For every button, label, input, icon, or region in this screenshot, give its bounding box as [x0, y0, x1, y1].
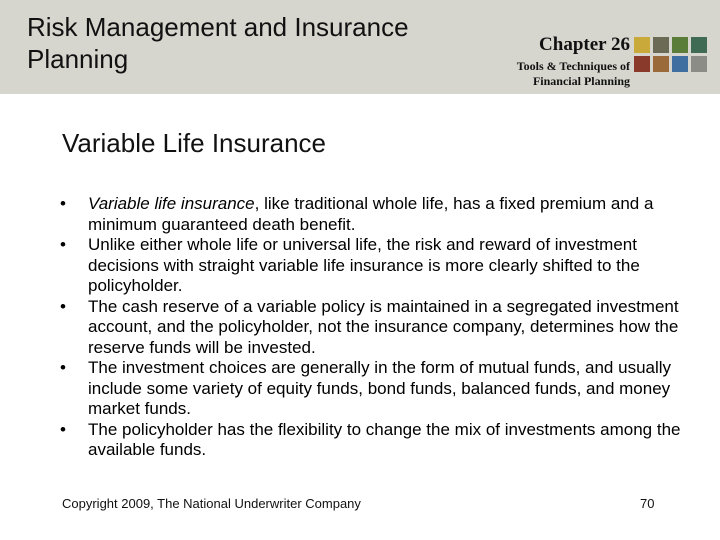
- bullet-item: [60, 235, 700, 297]
- bullet-text: Unlike either whole life or universal life, the risk and reward of investment decisions with straight variable life insurance is more clearly shifted to the policyholder.: [88, 235, 640, 295]
- square-4: [691, 37, 707, 53]
- bullet-marker: •: [60, 194, 66, 213]
- page-number: 70: [640, 496, 655, 511]
- bullet-marker: •: [60, 296, 66, 316]
- footer-copyright: Copyright 2009, The National Underwriter Company: [62, 496, 361, 511]
- bullet-text: , like traditional whole life, has a fixed premium and a minimum guaranteed death benefit.: [88, 194, 654, 234]
- bullet-emphasis: Variable life insurance: [88, 194, 255, 213]
- square-2: [653, 37, 669, 53]
- square-7: [672, 56, 688, 72]
- bullet-text: The investment choices are generally in the form of mutual funds, and usually include some variety of equity funds, bond funds, balanced funds, and money market funds.: [88, 358, 672, 418]
- bullet-marker: •: [60, 235, 66, 254]
- bullet-marker: •: [60, 358, 66, 377]
- chapter-label: Chapter 26: [539, 34, 630, 55]
- bullet-marker: •: [60, 419, 66, 439]
- header-title: Risk Management and Insurance Planning: [27, 12, 409, 74]
- slide-title: Variable Life Insurance: [62, 128, 327, 158]
- bullet-item: [60, 194, 700, 235]
- bullet-text: The policyholder has the flexibility to change the mix of investments among the available funds.: [88, 419, 681, 459]
- square-6: [653, 56, 669, 72]
- square-8: [691, 56, 707, 72]
- decorative-squares: [634, 37, 714, 73]
- bullet-item: [60, 420, 700, 461]
- chapter-subtitle-line2: Financial Planning: [532, 74, 630, 88]
- bullet-item: [60, 358, 700, 420]
- square-1: [634, 37, 650, 53]
- bullet-item: [60, 297, 700, 359]
- chapter-subtitle-line1: Tools & Techniques of: [516, 59, 630, 73]
- bullet-list: [60, 194, 700, 461]
- square-3: [672, 37, 688, 53]
- chapter-block: [517, 34, 630, 89]
- bullet-text: The cash reserve of a variable policy is maintained in a segregated investment account, and the policyholder, not the insurance company, determines how the reserve funds will be invested.: [88, 296, 679, 357]
- square-5: [634, 56, 650, 72]
